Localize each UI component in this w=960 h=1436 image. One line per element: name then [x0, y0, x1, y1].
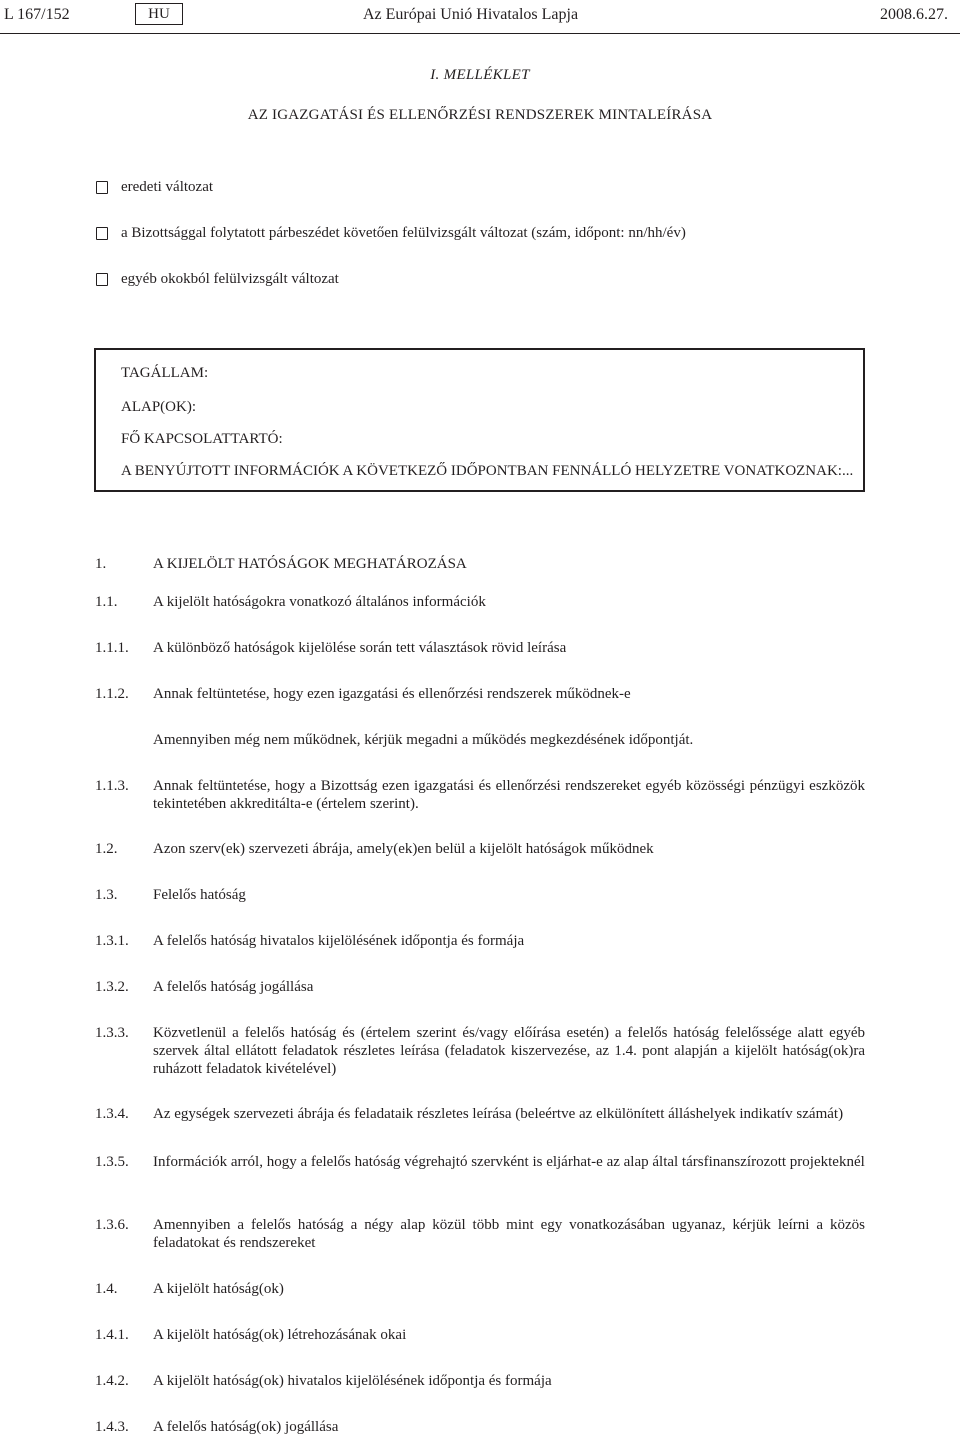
- section-heading: A KIJELÖLT HATÓSÁGOK MEGHATÁROZÁSA: [153, 556, 467, 572]
- section-heading: A kijelölt hatóság(ok): [153, 1281, 284, 1297]
- section-number: 1.4.2.: [95, 1373, 129, 1389]
- section-number: 1.3.6.: [95, 1217, 129, 1233]
- section-number: 1.3.5.: [95, 1154, 129, 1170]
- section-number: 1.3.3.: [95, 1025, 129, 1041]
- publication-date: 2008.6.27.: [880, 6, 948, 23]
- section-number: 1.4.1.: [95, 1327, 129, 1343]
- annex-title: AZ IGAZGATÁSI ÉS ELLENŐRZÉSI RENDSZEREK MINTALEÍRÁSA: [247, 107, 713, 123]
- section-heading: Felelős hatóság: [153, 887, 246, 903]
- section-number: 1.3.: [95, 887, 118, 903]
- section-heading: A felelős hatóság hivatalos kijelölésének időpontja és formája: [153, 933, 525, 949]
- section-number: 1.: [95, 556, 107, 572]
- journal-title: Az Európai Unió Hivatalos Lapja: [363, 6, 579, 23]
- annex-label: I. MELLÉKLET: [430, 67, 530, 83]
- language-code-badge: HU: [135, 3, 183, 25]
- section-heading: A kijelölt hatóság(ok) létrehozásának okai: [153, 1327, 407, 1343]
- section-number: 1.4.: [95, 1281, 118, 1297]
- checkbox-original-version[interactable]: [96, 181, 108, 194]
- section-number: 1.3.4.: [95, 1106, 129, 1122]
- main-contact-label: FŐ KAPCSOLATTARTÓ:: [121, 431, 283, 447]
- section-heading: Annak feltüntetése, hogy ezen igazgatási és ellenőrzési rendszerek működnek-e: [153, 686, 631, 702]
- section-heading: A különböző hatóságok kijelölése során tett választások rövid leírása: [153, 640, 567, 656]
- header-divider: [0, 33, 960, 34]
- section-number: 1.1.: [95, 594, 118, 610]
- reference-date-label: A BENYÚJTOTT INFORMÁCIÓK A KÖVETKEZŐ IDŐPONTBAN FENNÁLLÓ HELYZETRE VONATKOZNAK:...: [121, 463, 854, 479]
- section-heading: Az egységek szervezeti ábrája és feladataik részletes leírása (beleértve az elkülönített álláshelyek indikatív számát): [153, 1106, 844, 1122]
- section-number: 1.3.1.: [95, 933, 129, 949]
- section-note: Amennyiben még nem működnek, kérjük megadni a működés megkezdésének időpontját.: [153, 732, 694, 748]
- section-number: 1.1.2.: [95, 686, 129, 702]
- checkbox-label: egyéb okokból felülvizsgált változat: [121, 271, 339, 287]
- checkbox-label: eredeti változat: [121, 179, 214, 195]
- section-number: 1.1.3.: [95, 778, 129, 794]
- section-heading: Amennyiben a felelős hatóság a négy alap közül több mint egy vonatkozásában ugyanaz, kérjük leírni a közös feladatokat és rendszereket: [153, 1217, 865, 1251]
- section-heading: A felelős hatóság(ok) jogállása: [153, 1419, 339, 1435]
- checkbox-revised-other-reasons[interactable]: [96, 273, 108, 286]
- section-heading: A felelős hatóság jogállása: [153, 979, 314, 995]
- section-heading: A kijelölt hatóság(ok) hivatalos kijelölésének időpontja és formája: [153, 1373, 552, 1389]
- checkbox-revised-after-dialogue[interactable]: [96, 227, 108, 240]
- section-number: 1.1.1.: [95, 640, 129, 656]
- page-reference: L 167/152: [4, 6, 70, 23]
- section-heading: Annak feltüntetése, hogy a Bizottság ezen igazgatási és ellenőrzési rendszereket egyéb közösségi pénzügyi eszközök tekintetében akkreditálta-e (értelem szerint).: [153, 778, 865, 812]
- section-heading: Információk arról, hogy a felelős hatóság végrehajtó szervként is eljárhat-e az alap által társfinanszírozott projekteknél: [153, 1154, 865, 1170]
- section-heading: A kijelölt hatóságokra vonatkozó általános információk: [153, 594, 486, 610]
- section-heading: Közvetlenül a felelős hatóság és (értelem szerint és/vagy előírása esetén) a felelős hatóság felelőssége alatt egyéb szervek által ellátott feladatok részletes leírása (feladatok kiszervezése, az 1.4. pont alapján a kijelölt hatóság(ok)ra ruházott feladatok kivételével): [153, 1025, 865, 1077]
- section-number: 1.3.2.: [95, 979, 129, 995]
- checkbox-label: a Bizottsággal folytatott párbeszédet követően felülvizsgált változat (szám, időpont: nn/hh/év): [121, 225, 686, 241]
- member-state-label: TAGÁLLAM:: [121, 365, 209, 381]
- section-number: 1.4.3.: [95, 1419, 129, 1435]
- section-number: 1.2.: [95, 841, 118, 857]
- section-heading: Azon szerv(ek) szervezeti ábrája, amely(ek)en belül a kijelölt hatóságok működnek: [153, 841, 654, 857]
- funds-label: ALAP(OK):: [121, 399, 196, 415]
